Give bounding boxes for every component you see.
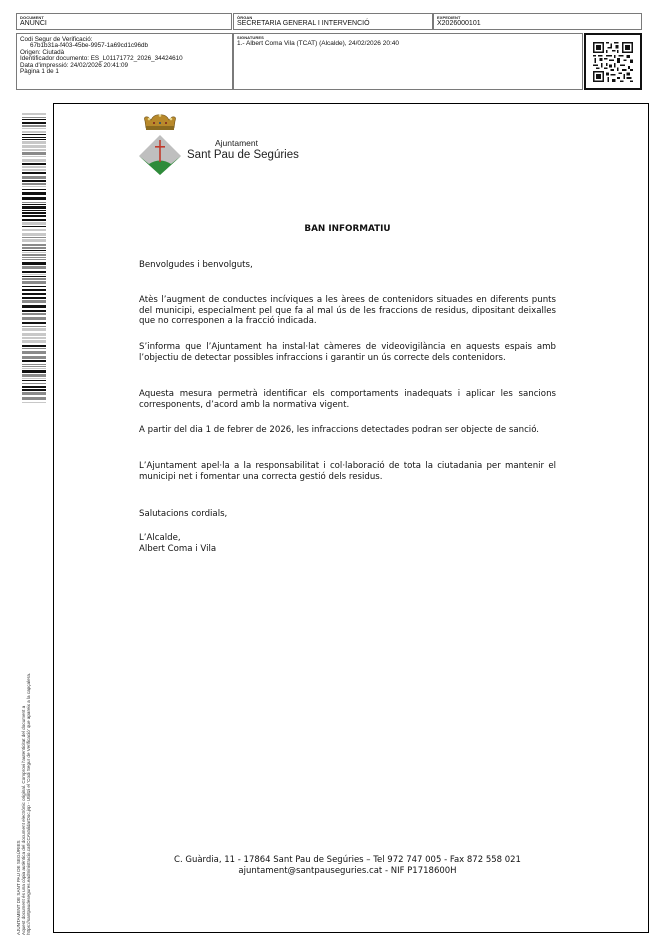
barcode-bar bbox=[22, 271, 46, 273]
authenticity-statement: Aquest document és una còpia autèntica del document electrònic original. Comprovi l'autenticitat del document a bbox=[21, 705, 27, 935]
verification-box bbox=[16, 33, 233, 90]
barcode-bar bbox=[22, 250, 46, 251]
signatures-box bbox=[233, 33, 583, 90]
paragraph-2 bbox=[139, 342, 556, 363]
crown-icon bbox=[144, 114, 175, 130]
document-identifier: Identificador documento: ES_L01171772_2026_34424610 bbox=[20, 55, 183, 63]
barcode-bar bbox=[22, 328, 46, 331]
barcode-bar bbox=[22, 322, 46, 324]
barcode-bar bbox=[22, 176, 46, 179]
barcode-bar bbox=[22, 117, 46, 118]
greeting-text: Benvolgudes i benvolguts, bbox=[139, 260, 253, 270]
barcode-bar bbox=[22, 166, 46, 168]
barcode-bar bbox=[22, 380, 46, 381]
barcode-bar bbox=[22, 366, 46, 367]
barcode-bar bbox=[22, 139, 46, 140]
barcode-bar bbox=[22, 141, 46, 144]
barcode-bar bbox=[22, 259, 46, 260]
barcode-bar bbox=[22, 266, 46, 269]
closing-text: Salutacions cordials, bbox=[139, 509, 228, 519]
barcode-bar bbox=[22, 137, 46, 138]
barcode-bar bbox=[22, 389, 46, 391]
barcode-icon bbox=[22, 113, 46, 403]
barcode-bar bbox=[22, 212, 46, 214]
coat-of-arms-icon bbox=[137, 111, 183, 175]
footer-address: C. Guàrdia, 11 - 17864 Sant Pau de Segúries – Tel 972 747 005 - Fax 872 558 021 bbox=[174, 855, 521, 865]
barcode-bar bbox=[22, 313, 46, 315]
print-date: Data d'impressió: 24/02/2026 20:41:09 bbox=[20, 61, 128, 69]
paragraph-text: S’informa que l’Ajuntament ha instal·lat càmeres de videovigilància en aquests espais amb l’objectiu de detectar possibles infraccions i garantir un ús correcte dels contenidors. bbox=[139, 342, 556, 363]
organ-value: SECRETARIA GENERAL I INTERVENCIÓ bbox=[237, 20, 370, 27]
qr-box bbox=[584, 33, 642, 90]
barcode-bar bbox=[22, 125, 46, 127]
barcode-bar bbox=[22, 202, 46, 203]
barcode-bar bbox=[22, 113, 46, 115]
barcode-bar bbox=[22, 293, 46, 295]
expedient-label: EXPEDIENT bbox=[437, 15, 461, 20]
barcode-bar bbox=[22, 149, 46, 151]
barcode-bar bbox=[22, 386, 46, 388]
barcode-bar bbox=[22, 122, 46, 124]
barcode-bar bbox=[22, 397, 46, 400]
barcode-bar bbox=[22, 145, 46, 148]
barcode-bar bbox=[22, 297, 46, 299]
barcode-bar bbox=[22, 374, 46, 377]
paragraph-text: A partir del dia 1 de febrer de 2026, les infraccions detectades podran ser objecte de sanció. bbox=[139, 425, 540, 435]
signature-block bbox=[139, 533, 556, 554]
barcode-bar bbox=[22, 254, 46, 256]
barcode-bar bbox=[22, 274, 46, 275]
organ-label: ÒRGAN bbox=[237, 15, 253, 20]
document-title: BAN INFORMATIU bbox=[304, 224, 391, 234]
barcode-bar bbox=[22, 244, 46, 246]
footer-email-nif[interactable]: ajuntament@santpauseguries.cat - NIF P1718600H bbox=[238, 866, 457, 876]
expedient-box bbox=[433, 13, 642, 30]
barcode-bar bbox=[22, 257, 46, 258]
barcode-bar bbox=[22, 192, 46, 195]
page-count: Pàgina 1 de 1 bbox=[20, 68, 59, 76]
barcode-bar bbox=[22, 305, 46, 308]
authenticity-url[interactable]: https://santpaudesegures.eadministracio.cat/CCAValidarDoc.jsp - Utilitzi el 'Codi Segur de Verificació' que apareix a la capçalera. bbox=[26, 672, 32, 935]
barcode-bar bbox=[22, 180, 46, 182]
barcode-bar bbox=[22, 172, 46, 174]
barcode-bar bbox=[22, 300, 46, 303]
barcode-bar bbox=[22, 159, 46, 162]
barcode-bar bbox=[22, 356, 46, 359]
shield-icon bbox=[139, 135, 181, 175]
barcode-bar bbox=[22, 262, 46, 265]
barcode-bar bbox=[22, 233, 46, 236]
csv-code[interactable]: 67b1b31a-f403-45be-9957-1a69cd1c96db bbox=[30, 42, 148, 50]
barcode-bar bbox=[22, 333, 46, 336]
barcode-bar bbox=[22, 247, 46, 249]
closing bbox=[139, 509, 556, 520]
origin: Origen: Ciutadà bbox=[20, 48, 65, 56]
barcode-bar bbox=[22, 210, 46, 211]
barcode-bar bbox=[22, 131, 46, 133]
barcode-bar bbox=[22, 337, 46, 339]
paragraph-text: L’Ajuntament apel·la a la responsabilitat i col·laboració de tota la ciutadania per mantenir el municipi net i fomentar una correcta gestió dels residus. bbox=[139, 461, 556, 482]
barcode-bar bbox=[22, 310, 46, 312]
barcode-bar bbox=[22, 402, 46, 403]
paragraph-3 bbox=[139, 389, 556, 410]
barcode-bar bbox=[22, 340, 46, 343]
barcode-bar bbox=[22, 286, 46, 287]
barcode-bar bbox=[22, 345, 46, 347]
barcode-bar bbox=[22, 276, 46, 277]
document-type-box bbox=[16, 13, 232, 30]
barcode-bar bbox=[22, 289, 46, 291]
barcode-bar bbox=[22, 169, 46, 171]
barcode-bar bbox=[22, 351, 46, 354]
barcode-bar bbox=[22, 239, 46, 242]
barcode-bar bbox=[22, 134, 46, 135]
greeting bbox=[139, 260, 556, 271]
barcode-bar bbox=[22, 370, 46, 373]
barcode-bar bbox=[22, 197, 46, 200]
barcode-bar bbox=[22, 278, 46, 280]
barcode-bar bbox=[22, 237, 46, 238]
qr-code-icon[interactable] bbox=[593, 42, 633, 82]
document-label: DOCUMENT bbox=[20, 15, 44, 20]
barcode-bar bbox=[22, 281, 46, 284]
org-label: Ajuntament bbox=[215, 138, 258, 148]
barcode-bar bbox=[22, 119, 46, 120]
barcode-bar bbox=[22, 222, 46, 225]
barcode-bar bbox=[22, 204, 46, 205]
authenticity-org: AJUNTAMENT DE SANT PAU DE SEGÚRIES bbox=[16, 840, 21, 935]
expedient-value: X2026000101 bbox=[437, 20, 481, 27]
barcode-bar bbox=[22, 317, 46, 320]
barcode-bar bbox=[22, 128, 46, 129]
authenticity-notice bbox=[16, 515, 32, 935]
barcode-bar bbox=[22, 183, 46, 185]
barcode-bar bbox=[22, 163, 46, 165]
barcode-bar bbox=[22, 252, 46, 253]
org-name: Sant Pau de Segúries bbox=[187, 149, 299, 161]
paragraph-4 bbox=[139, 425, 556, 436]
barcode-bar bbox=[22, 215, 46, 217]
csv-label: Codi Segur de Verificació: bbox=[20, 36, 93, 43]
barcode-bar bbox=[22, 189, 46, 190]
page-footer bbox=[139, 855, 556, 877]
document-value: ANUNCI bbox=[20, 20, 47, 27]
barcode-bar bbox=[22, 326, 46, 327]
barcode-bar bbox=[22, 152, 46, 155]
barcode-bar bbox=[22, 156, 46, 157]
barcode-bar bbox=[22, 219, 46, 221]
signatures-label: SIGNATURES bbox=[237, 35, 264, 40]
barcode-bar bbox=[22, 186, 46, 187]
paragraph-1 bbox=[139, 295, 556, 327]
barcode-bar bbox=[22, 360, 46, 362]
paragraph-5 bbox=[139, 461, 556, 482]
barcode-bar bbox=[22, 392, 46, 395]
signer-role: L’Alcalde, bbox=[139, 533, 181, 543]
paragraph-text: Atès l’augment de conductes incíviques a les àrees de contenidors situades en diferents punts del municipi, especialment pel que fa al mal ús de les fraccions de residus, dipositant deixalles que no corresponen a la fracció indicada. bbox=[139, 295, 556, 327]
signature-entry: 1.- Albert Coma Vila (TCAT) (Alcalde), 24/02/2026 20:40 bbox=[237, 40, 399, 47]
barcode-bar bbox=[22, 368, 46, 369]
barcode-bar bbox=[22, 206, 46, 209]
barcode-bar bbox=[22, 364, 46, 365]
signer-name: Albert Coma i Vila bbox=[139, 543, 217, 554]
barcode-bar bbox=[22, 226, 46, 227]
barcode-bar bbox=[22, 229, 46, 231]
paragraph-text: Aquesta mesura permetrà identificar els comportaments inadequats i aplicar les sancions corresponents, d’acord amb la normativa vigent. bbox=[139, 389, 556, 410]
barcode-bar bbox=[22, 348, 46, 349]
organ-box bbox=[233, 13, 433, 30]
barcode-bar bbox=[22, 383, 46, 384]
barcode-bar bbox=[22, 378, 46, 379]
